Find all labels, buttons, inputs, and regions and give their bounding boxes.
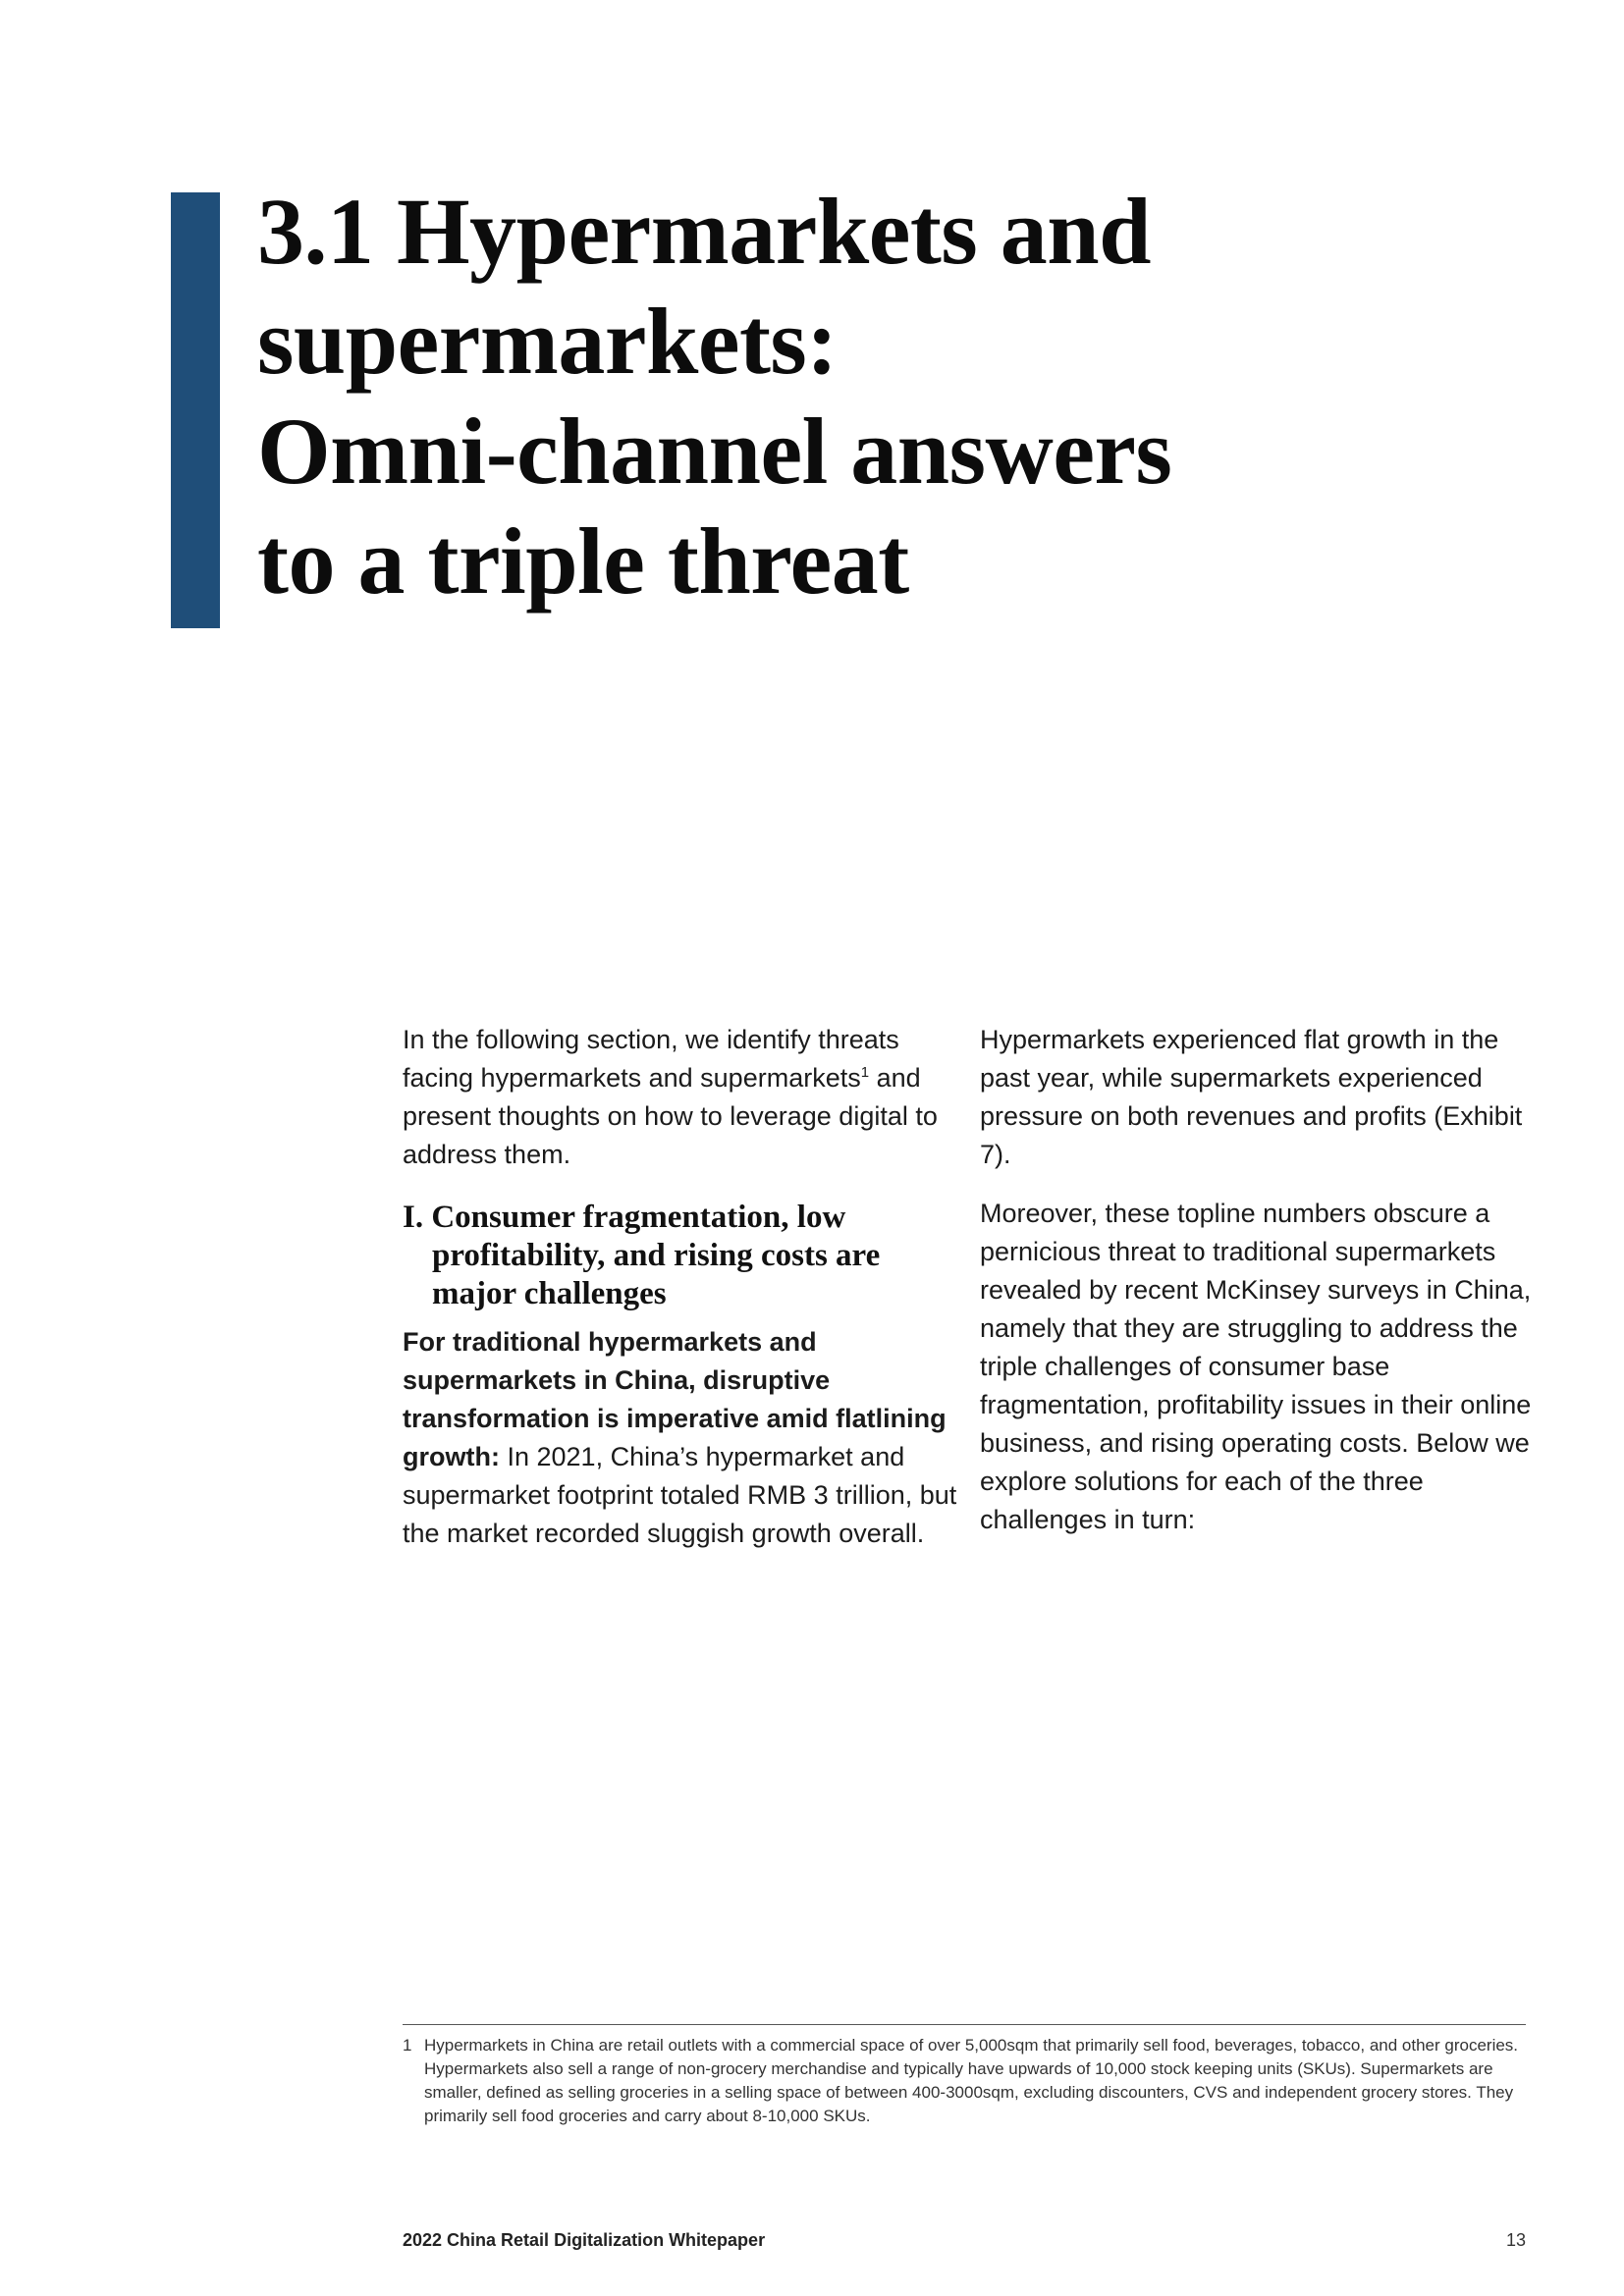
intro-text-continued: and present thoughts on how to leverage digital to address them.	[403, 1063, 938, 1169]
growth-paragraph	[403, 1323, 962, 1553]
heading-accent-bar	[171, 192, 220, 628]
footnote-text: Hypermarkets in China are retail outlets with a commercial space of over 5,000sqm that primarily sell food, beverages, tobacco, and other groceries. Hypermarkets also sell a range of non-grocery merchandise and typically have upwards of 10,000 stock keeping units (SKUs). Supermarkets are smaller, defined as selling groceries in a selling space of between 400-3000sqm, excluding discounters, CVS and independent grocery stores. They primarily sell food groceries and carry about 8-10,000 SKUs.	[424, 2036, 1519, 2125]
footnote-divider	[403, 2024, 1526, 2025]
page-number: 13	[1505, 2230, 1526, 2250]
footnote-reference: 1	[860, 1064, 870, 1081]
intro-text: In the following section, we identify threats facing hypermarkets and supermarkets	[403, 1025, 899, 1093]
growth-text: In 2021, China’s hypermarket and supermarket footprint totaled RMB 3 trillion, but the market recorded sluggish growth overall.	[403, 1442, 957, 1548]
page-title	[257, 177, 1435, 616]
page-title-line: 3.1 Hypermarkets and	[257, 179, 1151, 284]
footnote	[403, 2034, 1526, 2128]
page-title-line: Omni-channel answers	[257, 399, 1172, 504]
triple-threat-paragraph: Moreover, these topline numbers obscure a pernicious threat to traditional supermarkets revealed by recent McKinsey surveys in China, namely that they are struggling to address the triple challenges of consumer base fragmentation, profitability issues in their online business, and rising operating costs. Below we explore solutions for each of the three challenges in turn:	[980, 1199, 1532, 1534]
footer-publication-title: 2022 China Retail Digitalization Whitepaper	[403, 2230, 766, 2250]
page-title-line: supermarkets:	[257, 289, 838, 394]
growth-lead-in: For traditional hypermarkets and supermarkets in China, disruptive transformation is imperative amid flatlining growth:	[403, 1327, 947, 1471]
section-subheading: I. Consumer fragmentation, low profitability, and rising costs are major challenges	[403, 1200, 881, 1311]
left-column	[403, 1021, 962, 1574]
intro-paragraph	[403, 1021, 962, 1174]
right-column	[980, 1021, 1544, 1560]
page-title-line: to a triple threat	[257, 508, 909, 614]
footnote-number: 1	[403, 2036, 412, 2055]
hypermarket-growth-paragraph: Hypermarkets experienced flat growth in the past year, while supermarkets experienced pressure on both revenues and profits (Exhibit 7).	[980, 1025, 1523, 1169]
